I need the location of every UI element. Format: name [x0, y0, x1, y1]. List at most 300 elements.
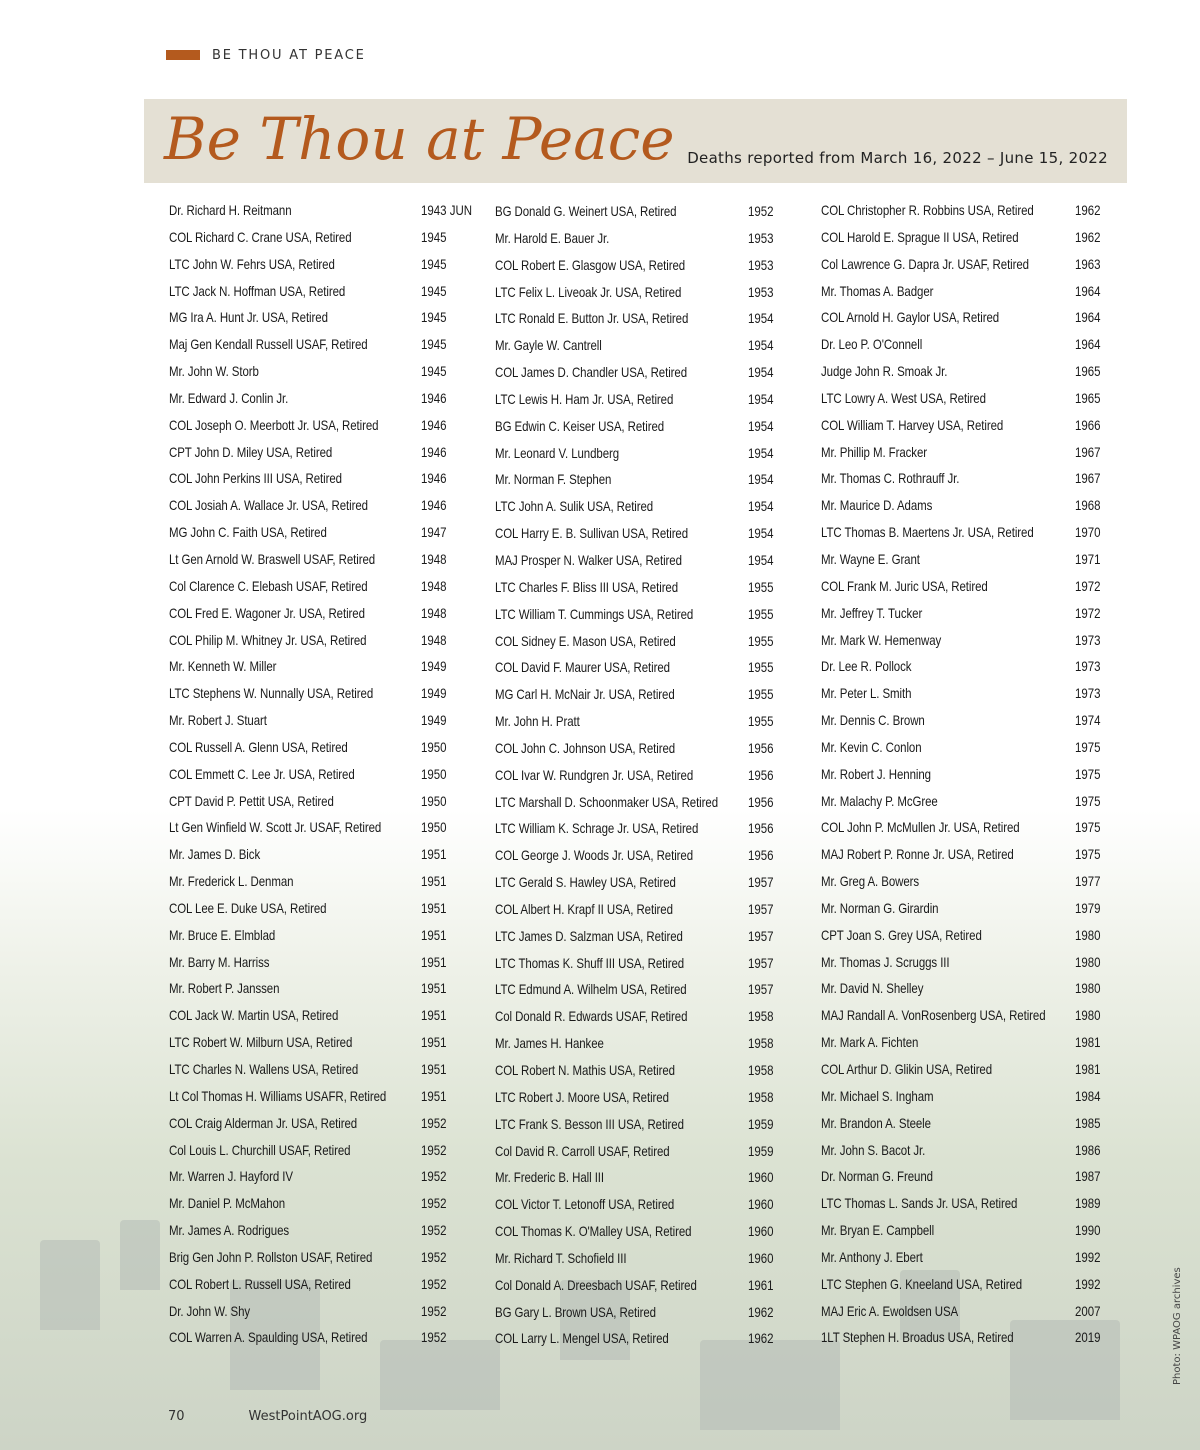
class-year: 1957 [748, 954, 774, 971]
class-year: 1955 [748, 605, 774, 622]
deceased-name: COL Harold E. Sprague II USA, Retired [821, 228, 1019, 245]
obituary-entry [169, 251, 479, 278]
class-year: 1984 [1075, 1087, 1101, 1104]
obituary-entry [495, 681, 780, 708]
deceased-name: Mr. John H. Pratt [495, 713, 580, 730]
deceased-name: Mr. Barry M. Harriss [169, 953, 270, 970]
deceased-name: Mr. Malachy P. McGree [821, 792, 938, 809]
class-year: 1968 [1075, 497, 1101, 514]
class-year: 1954 [748, 471, 774, 488]
deceased-name: Dr. Lee R. Pollock [821, 658, 912, 675]
obituary-entry [821, 653, 1111, 680]
deceased-name: LTC Robert J. Moore USA, Retired [495, 1088, 669, 1105]
obituary-entry [821, 1056, 1111, 1083]
obituary-entry [821, 814, 1111, 841]
deceased-name: COL Lee E. Duke USA, Retired [169, 899, 327, 916]
deceased-name: COL James D. Chandler USA, Retired [495, 364, 688, 381]
deceased-name: Mr. Robert J. Stuart [169, 712, 267, 729]
deceased-name: Mr. Leonard V. Lundberg [495, 444, 620, 461]
deceased-name: LTC Stephens W. Nunnally USA, Retired [169, 685, 374, 702]
class-year: 1954 [748, 310, 774, 327]
class-year: 1957 [748, 981, 774, 998]
obituary-entry [821, 841, 1111, 868]
class-year: 1946 [421, 470, 447, 487]
class-year: 1950 [421, 738, 447, 755]
class-year: 1954 [748, 525, 774, 542]
class-year: 1955 [748, 578, 774, 595]
obituary-entry [169, 385, 479, 412]
obituary-entry [495, 466, 780, 493]
class-year: 1992 [1075, 1275, 1101, 1292]
obituary-entry [821, 1029, 1111, 1056]
class-year: 1961 [748, 1276, 774, 1293]
class-year: 1959 [748, 1142, 774, 1159]
class-year: 1952 [421, 1168, 447, 1185]
class-year: 1973 [1075, 631, 1101, 648]
class-year: 1948 [421, 577, 447, 594]
class-year: 1967 [1075, 443, 1101, 460]
deceased-name: COL John P. McMullen Jr. USA, Retired [821, 819, 1020, 836]
class-year: 1943 JUN [421, 202, 473, 218]
class-year: 1945 [421, 228, 447, 245]
obituary-entry [495, 1299, 780, 1326]
class-year: 1972 [1075, 577, 1101, 594]
deceased-name: Mr. Daniel P. McMahon [169, 1195, 286, 1212]
deceased-name: COL Frank M. Juric USA, Retired [821, 577, 988, 594]
class-year: 1962 [1075, 202, 1101, 218]
class-year: 1960 [748, 1223, 774, 1240]
deceased-name: Mr. Peter L. Smith [821, 685, 912, 702]
obituary-entry [821, 707, 1111, 734]
class-year: 1981 [1075, 1061, 1101, 1077]
obituary-entry [169, 358, 479, 385]
deceased-name: Maj Gen Kendall Russell USAF, Retired [169, 336, 368, 353]
class-year: 1986 [1075, 1141, 1101, 1158]
deceased-name: CPT John D. Miley USA, Retired [169, 443, 333, 460]
class-year: 1955 [748, 686, 774, 703]
obituary-entry [495, 252, 780, 279]
deceased-name: MG Carl H. McNair Jr. USA, Retired [495, 686, 675, 703]
deceased-name: Lt Gen Winfield W. Scott Jr. USAF, Retired [169, 819, 382, 836]
class-year: 1958 [748, 1062, 774, 1078]
class-year: 1957 [748, 927, 774, 944]
obituary-entry [821, 895, 1111, 922]
obituary-entry [169, 1271, 479, 1298]
obituary-entry [821, 465, 1111, 492]
class-year: 1954 [748, 337, 774, 354]
deceased-name: LTC Felix L. Liveoak Jr. USA, Retired [495, 283, 682, 300]
deceased-name: Mr. Norman F. Stephen [495, 471, 612, 488]
deceased-name: Judge John R. Smoak Jr. [821, 363, 948, 380]
class-year: 1945 [421, 363, 447, 380]
deceased-name: Mr. Jeffrey T. Tucker [821, 604, 923, 621]
class-year: 1956 [748, 820, 774, 837]
deceased-name: LTC William T. Cummings USA, Retired [495, 605, 694, 622]
deceased-name: Mr. Anthony J. Ebert [821, 1248, 923, 1265]
obituary-entry [495, 976, 780, 1003]
deceased-name: BG Donald G. Weinert USA, Retired [495, 203, 677, 219]
deceased-name: Mr. John S. Bacot Jr. [821, 1141, 926, 1158]
obituary-entry [821, 251, 1111, 278]
class-year: 1952 [421, 1114, 447, 1131]
obituary-entry [821, 1002, 1111, 1029]
class-year: 1952 [421, 1222, 447, 1239]
obituary-entry [495, 520, 780, 547]
deceased-name: LTC Robert W. Milburn USA, Retired [169, 1034, 353, 1051]
deceased-name: Mr. Warren J. Hayford IV [169, 1168, 293, 1185]
class-year: 1947 [421, 524, 447, 541]
obituary-entry [821, 358, 1111, 385]
deceased-name: COL Christopher R. Robbins USA, Retired [821, 202, 1034, 218]
class-year: 1985 [1075, 1114, 1101, 1131]
class-year: 1992 [1075, 1248, 1101, 1265]
obituary-entry [495, 923, 780, 950]
class-year: 1987 [1075, 1168, 1101, 1185]
deceased-name: CPT Joan S. Grey USA, Retired [821, 926, 982, 943]
deceased-name: Mr. Harold E. Bauer Jr. [495, 229, 610, 246]
obituary-entry [169, 519, 479, 546]
deceased-name: LTC Lewis H. Ham Jr. USA, Retired [495, 390, 674, 407]
deceased-name: COL Fred E. Wagoner Jr. USA, Retired [169, 604, 365, 621]
class-year: 1949 [421, 712, 447, 729]
obituary-entry [495, 225, 780, 252]
deceased-name: MAJ Prosper N. Walker USA, Retired [495, 551, 682, 568]
deceased-name: LTC Thomas L. Sands Jr. USA, Retired [821, 1195, 1018, 1212]
deceased-name: Mr. Michael S. Ingham [821, 1087, 934, 1104]
obituary-entry [821, 1324, 1111, 1351]
class-year: 1954 [748, 498, 774, 515]
obituary-entry [169, 304, 479, 331]
deceased-name: COL Robert L. Russell USA, Retired [169, 1275, 351, 1292]
class-year: 1956 [748, 766, 774, 783]
obituary-entry [169, 278, 479, 305]
deceased-name: COL Harry E. B. Sullivan USA, Retired [495, 525, 689, 542]
deceased-name: LTC Stephen G. Kneeland USA, Retired [821, 1275, 1023, 1292]
deceased-name: COL Arthur D. Glikin USA, Retired [821, 1061, 993, 1077]
obituary-entry [495, 815, 780, 842]
class-year: 1975 [1075, 738, 1101, 755]
deceased-name: Mr. Mark W. Hemenway [821, 631, 942, 648]
deceased-name: Mr. Bryan E. Campbell [821, 1222, 935, 1239]
deceased-name: LTC James D. Salzman USA, Retired [495, 927, 683, 944]
obituary-entry [821, 492, 1111, 519]
deceased-name: LTC Thomas K. Shuff III USA, Retired [495, 954, 685, 971]
class-year: 1952 [421, 1248, 447, 1265]
obituary-entry [169, 814, 479, 841]
class-year: 1953 [748, 256, 774, 273]
obituary-entry [169, 1029, 479, 1056]
class-year: 1975 [1075, 765, 1101, 782]
deceased-name: COL Craig Alderman Jr. USA, Retired [169, 1114, 358, 1131]
class-year: 1964 [1075, 309, 1101, 326]
obituary-entry [495, 1164, 780, 1191]
deceased-name: COL Victor T. Letonoff USA, Retired [495, 1196, 675, 1213]
obituary-entry [169, 412, 479, 439]
deceased-name: COL Robert E. Glasgow USA, Retired [495, 256, 686, 273]
obituary-entry [495, 574, 780, 601]
obituary-entry [821, 546, 1111, 573]
obituary-entry [495, 547, 780, 574]
obituary-entry [821, 761, 1111, 788]
obituary-entry [821, 412, 1111, 439]
obituary-entry [495, 1272, 780, 1299]
deceased-name: Mr. Frederic B. Hall III [495, 1169, 605, 1186]
deceased-name: Mr. Norman G. Girardin [821, 899, 939, 916]
class-year: 1960 [748, 1196, 774, 1213]
class-year: 1954 [748, 444, 774, 461]
class-year: 1980 [1075, 980, 1101, 997]
deceased-name: MAJ Robert P. Ronne Jr. USA, Retired [821, 846, 1014, 863]
class-year: 1975 [1075, 846, 1101, 863]
deceased-name: MAJ Eric A. Ewoldsen USA [821, 1302, 959, 1319]
class-year: 1950 [421, 765, 447, 782]
deceased-name: Dr. John W. Shy [169, 1302, 251, 1319]
obituary-entry [495, 762, 780, 789]
obituary-entry [169, 1244, 479, 1271]
obituary-entry [821, 1190, 1111, 1217]
class-year: 1962 [748, 1330, 774, 1347]
obituary-entry [169, 1190, 479, 1217]
deceased-name: Col Donald A. Dreesbach USAF, Retired [495, 1276, 697, 1293]
obituary-entry [495, 413, 780, 440]
class-year: 1951 [421, 846, 447, 863]
obituary-entry [495, 789, 780, 816]
deceased-name: Mr. John W. Storb [169, 363, 259, 380]
obituary-entry [495, 654, 780, 681]
class-year: 1952 [421, 1275, 447, 1292]
obituary-entry [169, 439, 479, 466]
deceased-name: Lt Gen Arnold W. Braswell USAF, Retired [169, 550, 376, 567]
class-year: 1973 [1075, 685, 1101, 702]
obituary-entry [821, 975, 1111, 1002]
obituary-column-1 [169, 197, 479, 1351]
deceased-name: LTC Jack N. Hoffman USA, Retired [169, 282, 346, 299]
deceased-name: Mr. David N. Shelley [821, 980, 924, 997]
page-title: Be Thou at Peace [164, 105, 675, 173]
deceased-name: Brig Gen John P. Rollston USAF, Retired [169, 1248, 373, 1265]
obituary-entry [821, 627, 1111, 654]
class-year: 1957 [748, 874, 774, 891]
class-year: 2019 [1075, 1329, 1101, 1346]
deceased-name: COL George J. Woods Jr. USA, Retired [495, 847, 694, 864]
class-year: 1971 [1075, 550, 1101, 567]
class-year: 1951 [421, 873, 447, 890]
class-year: 1951 [421, 899, 447, 916]
deceased-name: Dr. Richard H. Reitmann [169, 202, 292, 218]
deceased-name: LTC Lowry A. West USA, Retired [821, 389, 986, 406]
obituary-entry [169, 627, 479, 654]
deceased-name: LTC John A. Sulik USA, Retired [495, 498, 654, 515]
obituary-entry [495, 1138, 780, 1165]
deceased-name: COL Joseph O. Meerbott Jr. USA, Retired [169, 416, 379, 433]
obituary-entry [169, 922, 479, 949]
class-year: 1946 [421, 443, 447, 460]
deceased-name: COL Russell A. Glenn USA, Retired [169, 738, 348, 755]
footer-site-link[interactable]: WestPointAOG.org [248, 1409, 368, 1424]
obituary-entry [169, 949, 479, 976]
class-year: 1975 [1075, 792, 1101, 809]
deceased-name: Mr. Wayne E. Grant [821, 550, 920, 567]
obituary-entry [495, 896, 780, 923]
deceased-name: Mr. Bruce E. Elmblad [169, 926, 276, 943]
class-year: 1960 [748, 1169, 774, 1186]
deceased-name: LTC Charles N. Wallens USA, Retired [169, 1061, 359, 1077]
class-year: 1952 [421, 1302, 447, 1319]
class-year: 1959 [748, 1115, 774, 1132]
obituary-entry [169, 734, 479, 761]
obituary-entry [821, 1271, 1111, 1298]
deceased-name: Col Clarence C. Elebash USAF, Retired [169, 577, 368, 594]
class-year: 1954 [748, 417, 774, 434]
deceased-name: MG John C. Faith USA, Retired [169, 524, 327, 541]
deceased-name: COL Arnold H. Gaylor USA, Retired [821, 309, 1000, 326]
deceased-name: Mr. Gayle W. Cantrell [495, 337, 602, 354]
obituary-entry [495, 1030, 780, 1057]
obituary-column-2 [495, 198, 780, 1352]
deceased-name: LTC Marshall D. Schoonmaker USA, Retired [495, 793, 719, 810]
class-year: 1980 [1075, 926, 1101, 943]
class-year: 1951 [421, 953, 447, 970]
obituary-entry [495, 1111, 780, 1138]
obituary-entry [821, 600, 1111, 627]
obituary-entry [495, 493, 780, 520]
obituary-entry [821, 278, 1111, 305]
obituary-entry [169, 573, 479, 600]
deceased-name: Col Donald R. Edwards USAF, Retired [495, 1008, 688, 1025]
class-year: 1952 [748, 203, 774, 219]
class-year: 1949 [421, 685, 447, 702]
obituary-entry [169, 224, 479, 251]
class-year: 2007 [1075, 1302, 1101, 1319]
deceased-name: LTC Charles F. Bliss III USA, Retired [495, 578, 679, 595]
class-year: 1954 [748, 551, 774, 568]
obituary-entry [821, 788, 1111, 815]
class-year: 1945 [421, 309, 447, 326]
class-year: 1945 [421, 282, 447, 299]
deceased-name: COL John C. Johnson USA, Retired [495, 739, 676, 756]
class-year: 1989 [1075, 1195, 1101, 1212]
deceased-name: COL David F. Maurer USA, Retired [495, 659, 670, 676]
deceased-name: COL Robert N. Mathis USA, Retired [495, 1062, 675, 1078]
obituary-entry [169, 680, 479, 707]
class-year: 1975 [1075, 819, 1101, 836]
obituary-entry [821, 331, 1111, 358]
obituary-entry [169, 331, 479, 358]
obituary-entry [169, 197, 479, 224]
obituary-entry [495, 735, 780, 762]
obituary-entry [169, 492, 479, 519]
class-year: 1956 [748, 793, 774, 810]
deceased-name: LTC Edmund A. Wilhelm USA, Retired [495, 981, 687, 998]
class-year: 1964 [1075, 282, 1101, 299]
deceased-name: Mr. Edward J. Conlin Jr. [169, 389, 289, 406]
deceased-name: LTC William K. Schrage Jr. USA, Retired [495, 820, 699, 837]
deceased-name: Mr. Mark A. Fichten [821, 1034, 919, 1051]
class-year: 1948 [421, 604, 447, 621]
obituary-entry [169, 895, 479, 922]
class-year: 1973 [1075, 658, 1101, 675]
class-year: 1951 [421, 980, 447, 997]
obituary-entry [495, 1218, 780, 1245]
deceased-name: Mr. Thomas A. Badger [821, 282, 934, 299]
class-year: 1981 [1075, 1034, 1101, 1051]
deceased-name: Mr. Dennis C. Brown [821, 712, 925, 729]
deceased-name: BG Edwin C. Keiser USA, Retired [495, 417, 665, 434]
deceased-name: COL Josiah A. Wallace Jr. USA, Retired [169, 497, 368, 514]
deceased-name: BG Gary L. Brown USA, Retired [495, 1303, 656, 1320]
deceased-name: LTC Ronald E. Button Jr. USA, Retired [495, 310, 689, 327]
obituary-entry [169, 841, 479, 868]
class-year: 1952 [421, 1195, 447, 1212]
deceased-name: Mr. Robert P. Janssen [169, 980, 280, 997]
obituary-entry [821, 1137, 1111, 1164]
obituary-entry [495, 305, 780, 332]
deceased-name: COL Emmett C. Lee Jr. USA, Retired [169, 765, 355, 782]
deceased-name: Col Louis L. Churchill USAF, Retired [169, 1141, 351, 1158]
obituary-entry [495, 1325, 780, 1352]
class-year: 1965 [1075, 363, 1101, 380]
obituary-entry [169, 1083, 479, 1110]
obituary-entry [169, 653, 479, 680]
deceased-name: Lt Col Thomas H. Williams USAFR, Retired [169, 1087, 387, 1104]
class-year: 1950 [421, 792, 447, 809]
deceased-name: Mr. Brandon A. Steele [821, 1114, 931, 1131]
class-year: 1963 [1075, 255, 1101, 272]
deceased-name: Mr. James H. Hankee [495, 1035, 604, 1052]
obituary-entry [169, 761, 479, 788]
page-footer [168, 1409, 367, 1424]
class-year: 1955 [748, 632, 774, 649]
obituary-entry [169, 788, 479, 815]
class-year: 1970 [1075, 524, 1101, 541]
obituary-entry [495, 708, 780, 735]
class-year: 1946 [421, 497, 447, 514]
class-year: 1972 [1075, 604, 1101, 621]
obituary-entry [495, 1245, 780, 1272]
obituary-entry [169, 1163, 479, 1190]
obituary-entry [821, 573, 1111, 600]
class-year: 1954 [748, 364, 774, 381]
obituary-entry [821, 868, 1111, 895]
obituary-entry [821, 385, 1111, 412]
obituary-entry [495, 869, 780, 896]
deceased-name: 1LT Stephen H. Broadus USA, Retired [821, 1329, 1014, 1346]
deceased-name: Mr. Robert J. Henning [821, 765, 931, 782]
obituary-entry [821, 1110, 1111, 1137]
obituary-entry [169, 1056, 479, 1083]
class-year: 1958 [748, 1035, 774, 1052]
deceased-name: CPT David P. Pettit USA, Retired [169, 792, 334, 809]
obituary-entry [169, 600, 479, 627]
class-year: 1960 [748, 1249, 774, 1266]
deceased-name: COL William T. Harvey USA, Retired [821, 416, 1004, 433]
deceased-name: LTC Gerald S. Hawley USA, Retired [495, 874, 676, 891]
class-year: 1948 [421, 550, 447, 567]
class-year: 1945 [421, 336, 447, 353]
deceased-name: COL John Perkins III USA, Retired [169, 470, 342, 487]
deceased-name: MAJ Randall A. VonRosenberg USA, Retired [821, 1007, 1046, 1024]
class-year: 1946 [421, 389, 447, 406]
deceased-name: COL Ivar W. Rundgren Jr. USA, Retired [495, 766, 694, 783]
class-year: 1954 [748, 390, 774, 407]
class-year: 1952 [421, 1141, 447, 1158]
class-year: 1957 [748, 900, 774, 917]
obituary-entry [169, 975, 479, 1002]
class-year: 1974 [1075, 712, 1101, 729]
obituary-entry [821, 439, 1111, 466]
deceased-name: LTC Thomas B. Maertens Jr. USA, Retired [821, 524, 1034, 541]
class-year: 1958 [748, 1008, 774, 1025]
